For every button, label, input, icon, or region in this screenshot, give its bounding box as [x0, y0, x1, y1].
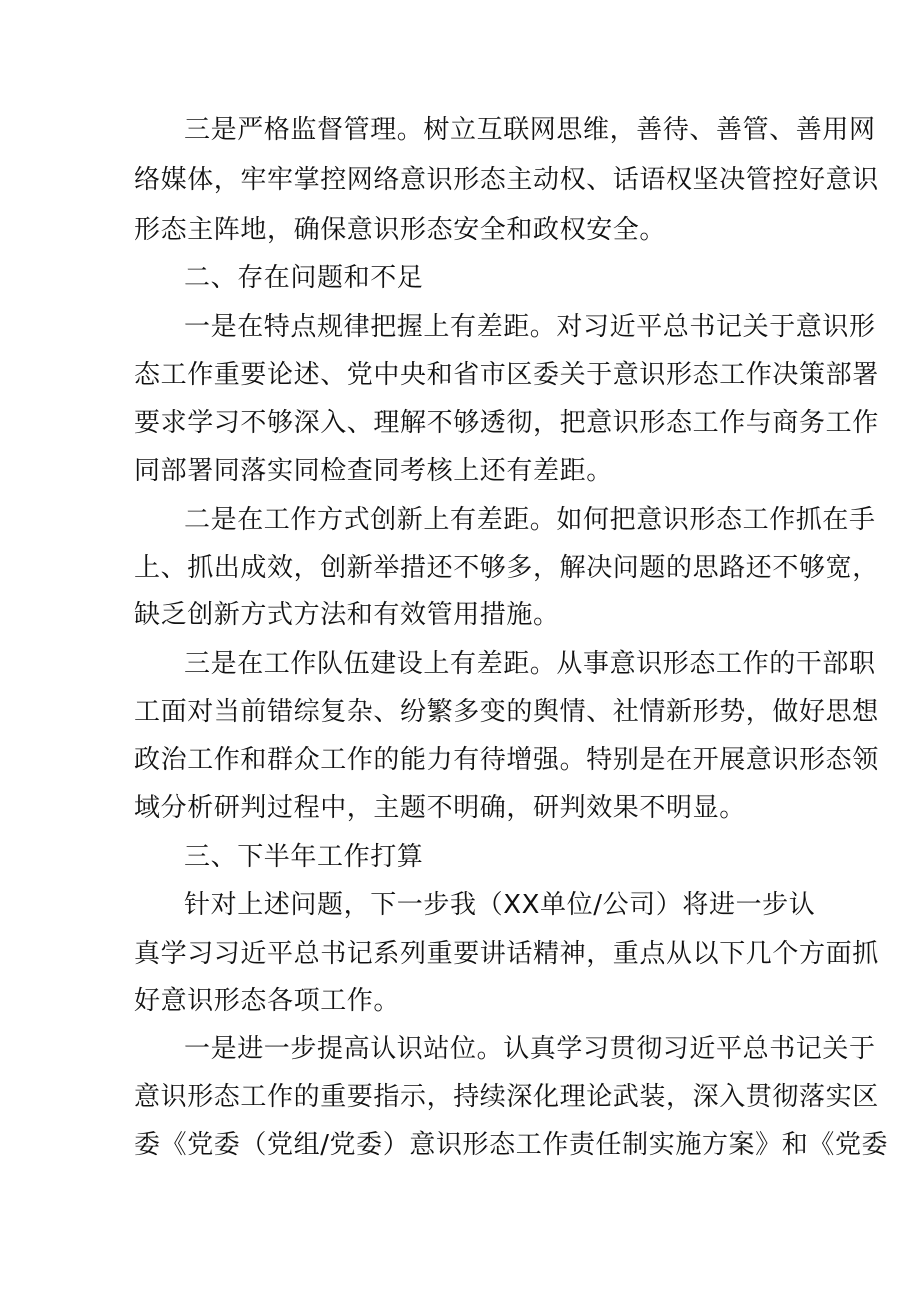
paragraph-line: 政治工作和群众工作的能力有待增强。特别是在开展意识形态领 — [134, 745, 879, 775]
section-heading: 二、存在问题和不足 — [184, 263, 424, 293]
paragraph-line: 缺乏创新方式方法和有效管用措施。 — [134, 600, 560, 630]
paragraph-line: 工面对当前错综复杂、纷繁多变的舆情、社情新形势，做好思想 — [134, 697, 879, 727]
paragraph-line: 同部署同落实同检查同考核上还有差距。 — [134, 456, 613, 486]
paragraph-line: 域分析研判过程中，主题不明确，研判效果不明显。 — [134, 793, 746, 823]
paragraph-line: 意识形态工作的重要指示，持续深化理论武装，深入贯彻落实区 — [134, 1082, 879, 1112]
paragraph-line: 态工作重要论述、党中央和省市区委关于意识形态工作决策部署 — [134, 360, 879, 390]
paragraph-line: 真学习习近平总书记系列重要讲话精神，重点从以下几个方面抓 — [134, 939, 879, 969]
paragraph-line: 好意识形态各项工作。 — [134, 986, 401, 1016]
paragraph-line: 一是在特点规律把握上有差距。对习近平总书记关于意识形 — [184, 312, 876, 342]
paragraph-line: 一是进一步提高认识站位。认真学习贯彻习近平总书记关于 — [184, 1034, 876, 1064]
paragraph-line: 三是在工作队伍建设上有差距。从事意识形态工作的干部职 — [184, 649, 876, 679]
paragraph-line: 三是严格监督管理。树立互联网思维，善待、善管、善用网 — [184, 115, 876, 145]
paragraph-line: 针对上述问题，下一步我（XX单位/公司）将进一步认 — [184, 890, 816, 920]
section-heading: 三、下半年工作打算 — [184, 842, 424, 872]
paragraph-line: 形态主阵地，确保意识形态安全和政权安全。 — [134, 215, 667, 245]
paragraph-line: 络媒体，牢牢掌控网络意识形态主动权、话语权坚决管控好意识 — [134, 165, 879, 195]
paragraph-line: 二是在工作方式创新上有差距。如何把意识形态工作抓在手 — [184, 505, 876, 535]
paragraph-line: 委《党委（党组/党委）意识形态工作责任制实施方案》和《党委 — [134, 1130, 889, 1160]
paragraph-line: 上、抓出成效，创新举措还不够多，解决问题的思路还不够宽， — [134, 553, 879, 583]
paragraph-line: 要求学习不够深入、理解不够透彻，把意识形态工作与商务工作 — [134, 408, 879, 438]
